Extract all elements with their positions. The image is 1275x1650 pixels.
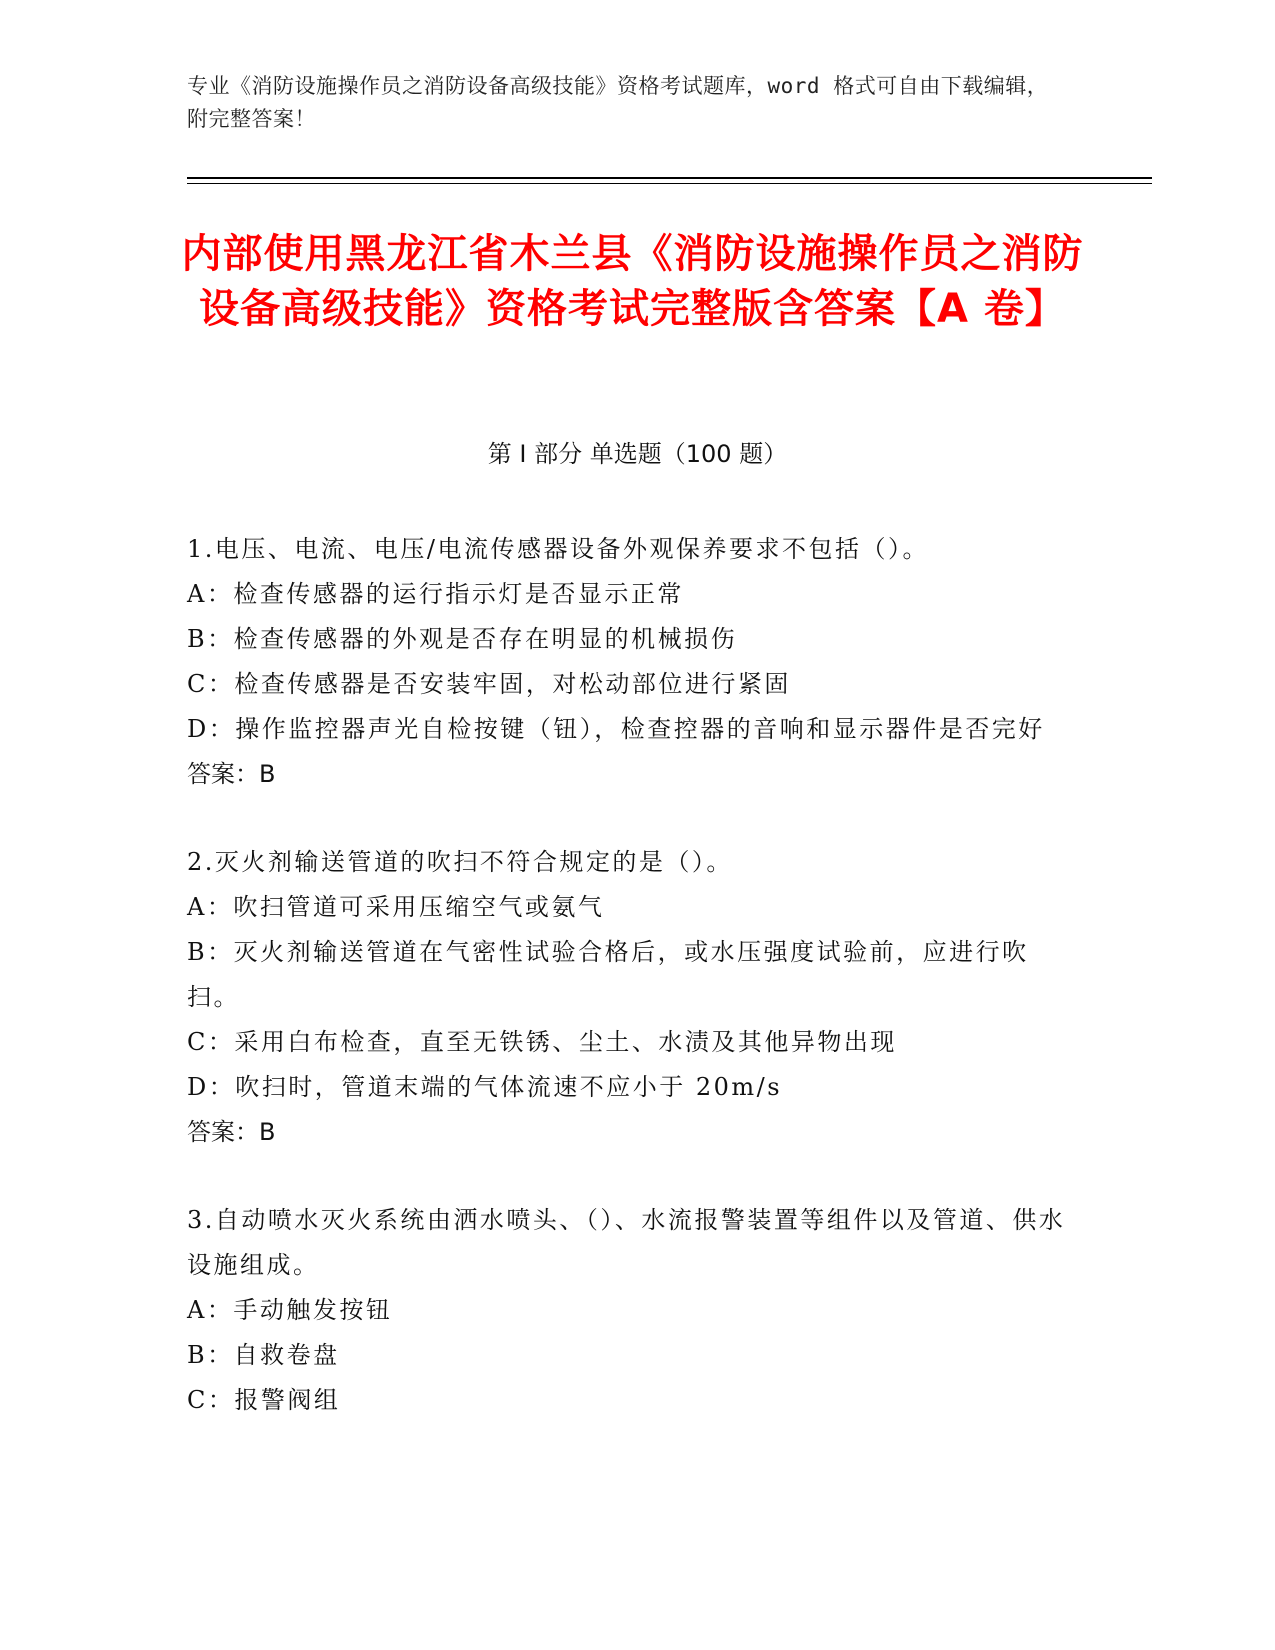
document-title: 内部使用黑龙江省木兰县《消防设施操作员之消防设备高级技能》资格考试完整版含答案【A 卷】 xyxy=(181,231,1084,332)
option-c: C：报警阀组 xyxy=(187,1386,341,1414)
question-stem: 1.电压、电流、电压/电流传感器设备外观保养要求不包括（）。 xyxy=(187,535,929,563)
option-a: A：检查传感器的运行指示灯是否显示正常 xyxy=(187,580,684,608)
question-stem: 2.灭火剂输送管道的吹扫不符合规定的是（）。 xyxy=(187,848,733,876)
option-a: A：手动触发按钮 xyxy=(187,1296,393,1324)
section-title: 第 I 部分 单选题（100 题） xyxy=(487,440,788,468)
header-divider-thick xyxy=(187,177,1152,179)
option-b: B：检查传感器的外观是否存在明显的机械损伤 xyxy=(187,625,738,653)
option-a: A：吹扫管道可采用压缩空气或氨气 xyxy=(187,893,605,921)
answer: 答案：B xyxy=(187,1118,276,1146)
question-list xyxy=(187,527,1067,1466)
answer: 答案：B xyxy=(187,760,276,788)
option-c: C：采用白布检查，直至无铁锈、尘土、水渍及其他异物出现 xyxy=(187,1028,897,1056)
question-2 xyxy=(187,840,1067,1155)
option-b: B：灭火剂输送管道在气密性试验合格后，或水压强度试验前，应进行吹扫。 xyxy=(187,938,1029,1011)
option-d: D：吹扫时，管道末端的气体流速不应小于 20m/s xyxy=(187,1073,783,1101)
header-note: 专业《消防设施操作员之消防设备高级技能》资格考试题库，word 格式可自由下载编辑，附完整答案！ xyxy=(187,74,1049,131)
option-c: C：检查传感器是否安装牢固，对松动部位进行紧固 xyxy=(187,670,791,698)
option-d: D：操作监控器声光自检按键（钮），检查控器的音响和显示器件是否完好 xyxy=(187,715,1045,743)
question-3 xyxy=(187,1198,1067,1423)
header-divider-thin xyxy=(187,183,1152,184)
option-b: B：自救卷盘 xyxy=(187,1341,340,1369)
question-1 xyxy=(187,527,1067,797)
question-stem: 3.自动喷水灭火系统由洒水喷头、（）、水流报警装置等组件以及管道、供水设施组成。 xyxy=(187,1206,1066,1279)
